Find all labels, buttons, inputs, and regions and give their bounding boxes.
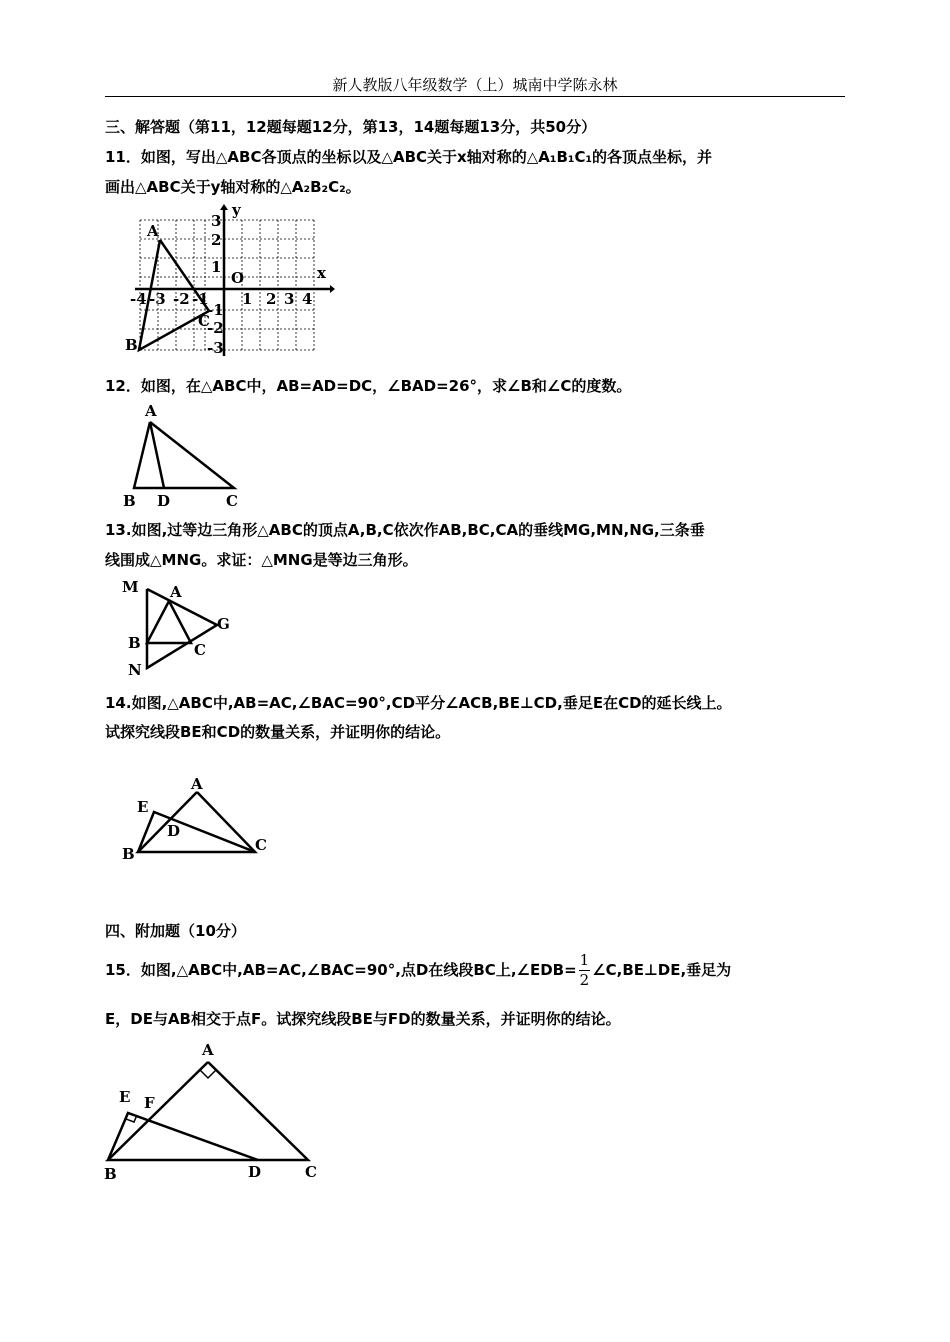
x-axis-arrow (330, 285, 335, 293)
q13-label-b: B (128, 634, 141, 652)
q14-label-e: E (137, 798, 149, 816)
q15-triangle-figure (100, 1038, 330, 1183)
q11-text-line1: 11．如图，写出△ABC各顶点的坐标以及△ABC关于x轴对称的△A₁B₁C₁的各顶点坐标，并 (105, 148, 713, 166)
right-angle-mark-a (200, 1070, 216, 1078)
q15-fraction-one-half (579, 953, 591, 988)
q12-label-d: D (157, 492, 171, 510)
point-c-label: C (198, 312, 210, 330)
section-4-heading: 四、附加题（10分） (105, 922, 246, 940)
q12-label-c: C (226, 492, 238, 510)
y-axis-arrow (220, 204, 228, 210)
y-axis-label: y (232, 201, 241, 219)
x-axis-label: x (317, 264, 326, 282)
x-tick-2: 2 (266, 290, 277, 308)
header-rule (105, 96, 845, 97)
q15-label-e: E (119, 1088, 131, 1106)
x-tick-neg2: -2 (173, 290, 190, 308)
q11-grid (140, 220, 314, 350)
q11-coordinate-figure (125, 200, 345, 360)
x-tick-neg4: -4 (130, 290, 147, 308)
q13-label-g: G (217, 615, 230, 633)
origin-label: O (231, 269, 245, 287)
q14-text-line2: 试探究线段BE和CD的数量关系，并证明你的结论。 (105, 723, 451, 741)
fraction-numerator: 1 (579, 951, 590, 969)
x-tick-neg1: -1 (192, 290, 209, 308)
q14-text-line1: 14.如图,△ABC中,AB=AC,∠BAC=90°,CD平分∠ACB,BE⊥CD,垂足E在CD的延长线上。 (105, 694, 732, 712)
section-3-heading: 三、解答题（第11，12题每题12分，第13，14题每题13分，共50分） (105, 118, 597, 136)
q12-label-a: A (145, 402, 157, 420)
q13-label-a: A (170, 583, 182, 601)
q13-label-m: M (122, 578, 139, 596)
q14-label-d: D (167, 822, 181, 840)
q14-label-a: A (191, 775, 203, 793)
y-tick-1: 1 (211, 258, 222, 276)
q15-text-line1 (105, 950, 731, 990)
q12-label-b: B (123, 492, 136, 510)
q14-label-c: C (255, 836, 267, 854)
q15-label-d: D (248, 1163, 262, 1181)
q14-triangle-figure (120, 770, 280, 865)
q13-triangle-figure (120, 575, 240, 680)
q12-triangle-figure (120, 400, 250, 515)
point-a-label: A (147, 222, 159, 240)
y-tick-neg1: -1 (207, 301, 224, 319)
y-tick-2: 2 (211, 231, 222, 249)
point-b-label: B (125, 336, 138, 354)
y-tick-3: 3 (211, 212, 222, 230)
q12-text: 12．如图，在△ABC中，AB=AD=DC，∠BAD=26°，求∠B和∠C的度数。 (105, 377, 632, 395)
page-header: 新人教版八年级数学（上）城南中学陈永林 (332, 76, 618, 94)
q13-text-line2: 线围成△MNG。求证：△MNG是等边三角形。 (105, 551, 418, 569)
y-tick-neg3: -3 (207, 339, 224, 357)
q13-label-n: N (128, 661, 142, 679)
q15-label-b: B (104, 1165, 117, 1183)
q15-text-line1-after: ∠C,BE⊥DE,垂足为 (592, 961, 732, 979)
y-tick-neg2: -2 (207, 319, 224, 337)
x-tick-4: 4 (302, 290, 313, 308)
q15-label-a: A (202, 1041, 214, 1059)
q15-label-f: F (144, 1094, 155, 1112)
x-tick-1: 1 (242, 290, 253, 308)
q11-text-line2: 画出△ABC关于y轴对称的△A₂B₂C₂。 (105, 178, 361, 196)
q15-label-c: C (305, 1163, 317, 1181)
x-tick-neg3: -3 (149, 290, 166, 308)
q15-text-line2: E，DE与AB相交于点F。试探究线段BE与FD的数量关系，并证明你的结论。 (105, 1010, 621, 1028)
q15-text-line1-before: 15．如图,△ABC中,AB=AC,∠BAC=90°,点D在线段BC上,∠EDB= (105, 961, 577, 979)
fraction-denominator: 2 (579, 971, 590, 989)
q13-label-c: C (194, 641, 206, 659)
x-tick-3: 3 (284, 290, 295, 308)
q14-label-b: B (122, 845, 135, 863)
q13-text-line1: 13.如图,过等边三角形△ABC的顶点A,B,C依次作AB,BC,CA的垂线MG,MN,NG,三条垂 (105, 521, 705, 539)
